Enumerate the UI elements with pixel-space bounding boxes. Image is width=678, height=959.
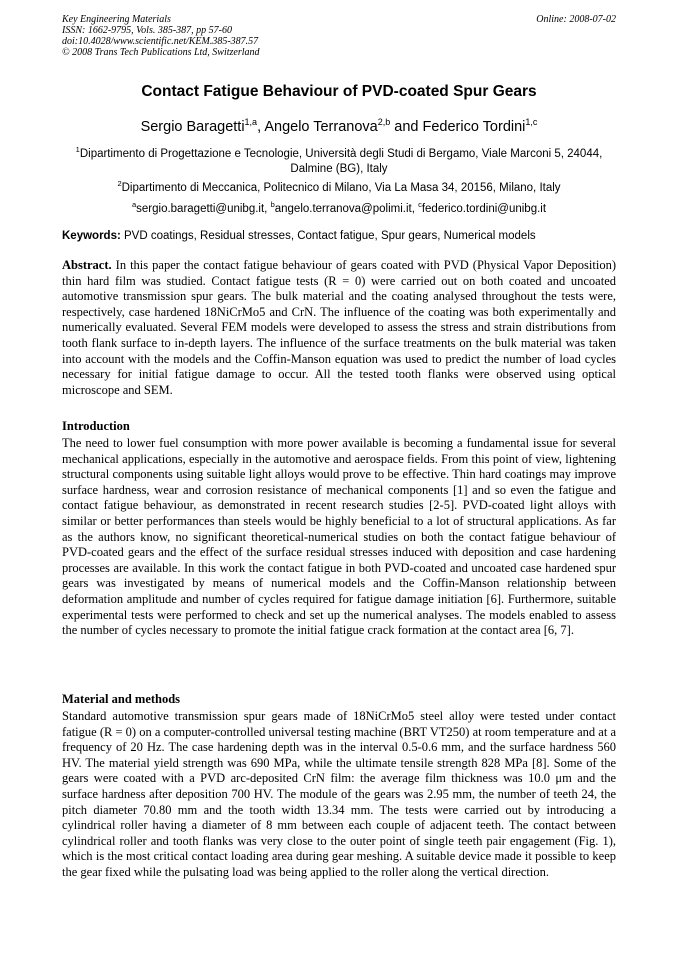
- online-date: Online: 2008-07-02: [536, 14, 616, 25]
- journal-doi: doi:10.4028/www.scientific.net/KEM.385-387.57: [62, 36, 259, 47]
- methods-paragraph: Standard automotive transmission spur gears made of 18NiCrMo5 steel alloy were tested under contact fatigue (R = 0) on a computer-controlled universal testing machine (BRT VT250) at room temperature and at a frequency of 20 Hz. The case hardening depth was in the interval 0.5-0.6 mm, and the surface hardness 560 HV. The material yield strength was 690 MPa, while the ultimate tensile strength 828 MPa [8]. Some of the gears were coated with a PVD arc-deposited CrN film: the average film thickness was 10.0 μm and the surface hardness after deposition 700 HV. The module of the gears was 2.95 mm, the number of teeth 24, the pitch diameter 70.80 mm and the tooth width 13.34 mm. The tests were carried out by introducing a cylindrical roller having a diameter of 8 mm between each couple of adjacent teeth. The contact between cylindrical roller and tooth flanks was very close to the outer point of single teeth pair engagement (Fig. 1), which is the most critical contact loading area during gear meshing. A suitable device made it possible to keep the gear fixed while the pulsating load was being applied to the roller along the vertical direction.: [62, 709, 616, 879]
- section-heading-methods: Material and methods: [62, 692, 181, 706]
- keywords-text: PVD coatings, Residual stresses, Contact fatigue, Spur gears, Numerical models: [120, 230, 536, 242]
- author-name: Angelo Terranova: [264, 119, 378, 135]
- author-affiliation-mark: 2,b: [377, 117, 391, 127]
- author-affiliation-mark: 1,c: [525, 117, 538, 127]
- author-affiliation-mark: 1,a: [244, 117, 258, 127]
- email-mark: c: [418, 200, 422, 209]
- author-emails: [62, 202, 616, 217]
- affiliation-2: [62, 181, 616, 196]
- affiliation-text: Dipartimento di Meccanica, Politecnico di Milano, Via La Masa 34, 20156, Milano, Italy: [121, 182, 561, 194]
- journal-issn: ISSN: 1662-9795, Vols. 385-387, pp 57-60: [62, 25, 232, 36]
- author-name: Federico Tordini: [422, 119, 526, 135]
- affiliation-mark: 2: [117, 179, 122, 188]
- journal-header: [62, 14, 616, 58]
- email-link[interactable]: sergio.baragetti@unibg.it,: [136, 203, 271, 215]
- email-link[interactable]: federico.tordini@unibg.it: [421, 203, 547, 215]
- email-mark: a: [131, 200, 137, 209]
- author-list: [0, 119, 678, 135]
- journal-name: Key Engineering Materials: [62, 14, 171, 25]
- affiliation-text: Dipartimento di Progettazione e Tecnologie, Università degli Studi di Bergamo, Viale Marconi 5, 24044, Dalmine (BG), Italy: [79, 148, 603, 175]
- paper-title: Contact Fatigue Behaviour of PVD-coated Spur Gears: [141, 83, 537, 100]
- keywords: [62, 230, 616, 242]
- abstract-text: In this paper the contact fatigue behaviour of gears coated with PVD (Physical Vapor Deposition) thin hard film was studied. Contact fatigue tests (R = 0) were carried out on both coated and uncoated automotive transmission spur gears. The bulk material and the coating analysed throughout the tests were, respectively, case hardened 18NiCrMo5 and CrN. The influence of the coating was both experimentally and numerically evaluated. Several FEM models were developed to assess the stress and strain distributions from tooth flank surface to in-depth layers. The influence of the surface treatments on the bulk material was taken into account with the models and the Coffin-Manson equation was used to predict the number of load cycles necessary for initial fatigue damage to occur. All the tested tooth flanks were observed using optical microscope and SEM.: [62, 258, 616, 397]
- section-heading-introduction: Introduction: [62, 419, 130, 433]
- abstract-label: Abstract.: [62, 258, 112, 272]
- journal-copyright: © 2008 Trans Tech Publications Ltd, Switzerland: [62, 47, 260, 58]
- introduction-paragraph: The need to lower fuel consumption with more power available is becoming a fundamental issue for several mechanical applications, especially in the automotive and aerospace fields. From this point of view, lightening structural components using suitable light alloys would prove to be effective. Thin hard coatings may improve surface hardness, wear and corrosion resistance of mechanical components [1] and so even the fatigue and contact fatigue behaviour, as demonstrated in recent research studies [2-5]. PVD-coated light alloys with similar or better performances than steels would be highly beneficial to a lot of structural applications. As far as the authors know, no significant theoretical-numerical studies on both the contact fatigue behaviour of PVD-coated gears and the effect of the surface residual stresses induced with deposition and case hardening processes are available. In this work the contact fatigue in both PVD-coated and uncoated case hardened spur gears was investigated by means of numerical models and the Coffin-Manson relationship between deformation amplitude and number of cycles required for fatigue damage initiation [6]. Furthermore, suitable experimental tests were performed to check and set up the numerical analyses. The models enabled to assess the number of cycles necessary to promote the initial fatigue crack formation at the contact area [6, 7].: [62, 436, 616, 638]
- author-separator: and: [390, 119, 423, 135]
- email-link[interactable]: angelo.terranova@polimi.it,: [274, 203, 419, 215]
- email-mark: b: [270, 200, 275, 209]
- affiliation-mark: 1: [75, 145, 80, 154]
- abstract: [62, 258, 616, 398]
- keywords-label: Keywords:: [62, 230, 121, 242]
- author-name: Sergio Baragetti: [140, 119, 245, 135]
- author-separator: ,: [257, 119, 265, 135]
- affiliation-1: [62, 147, 616, 177]
